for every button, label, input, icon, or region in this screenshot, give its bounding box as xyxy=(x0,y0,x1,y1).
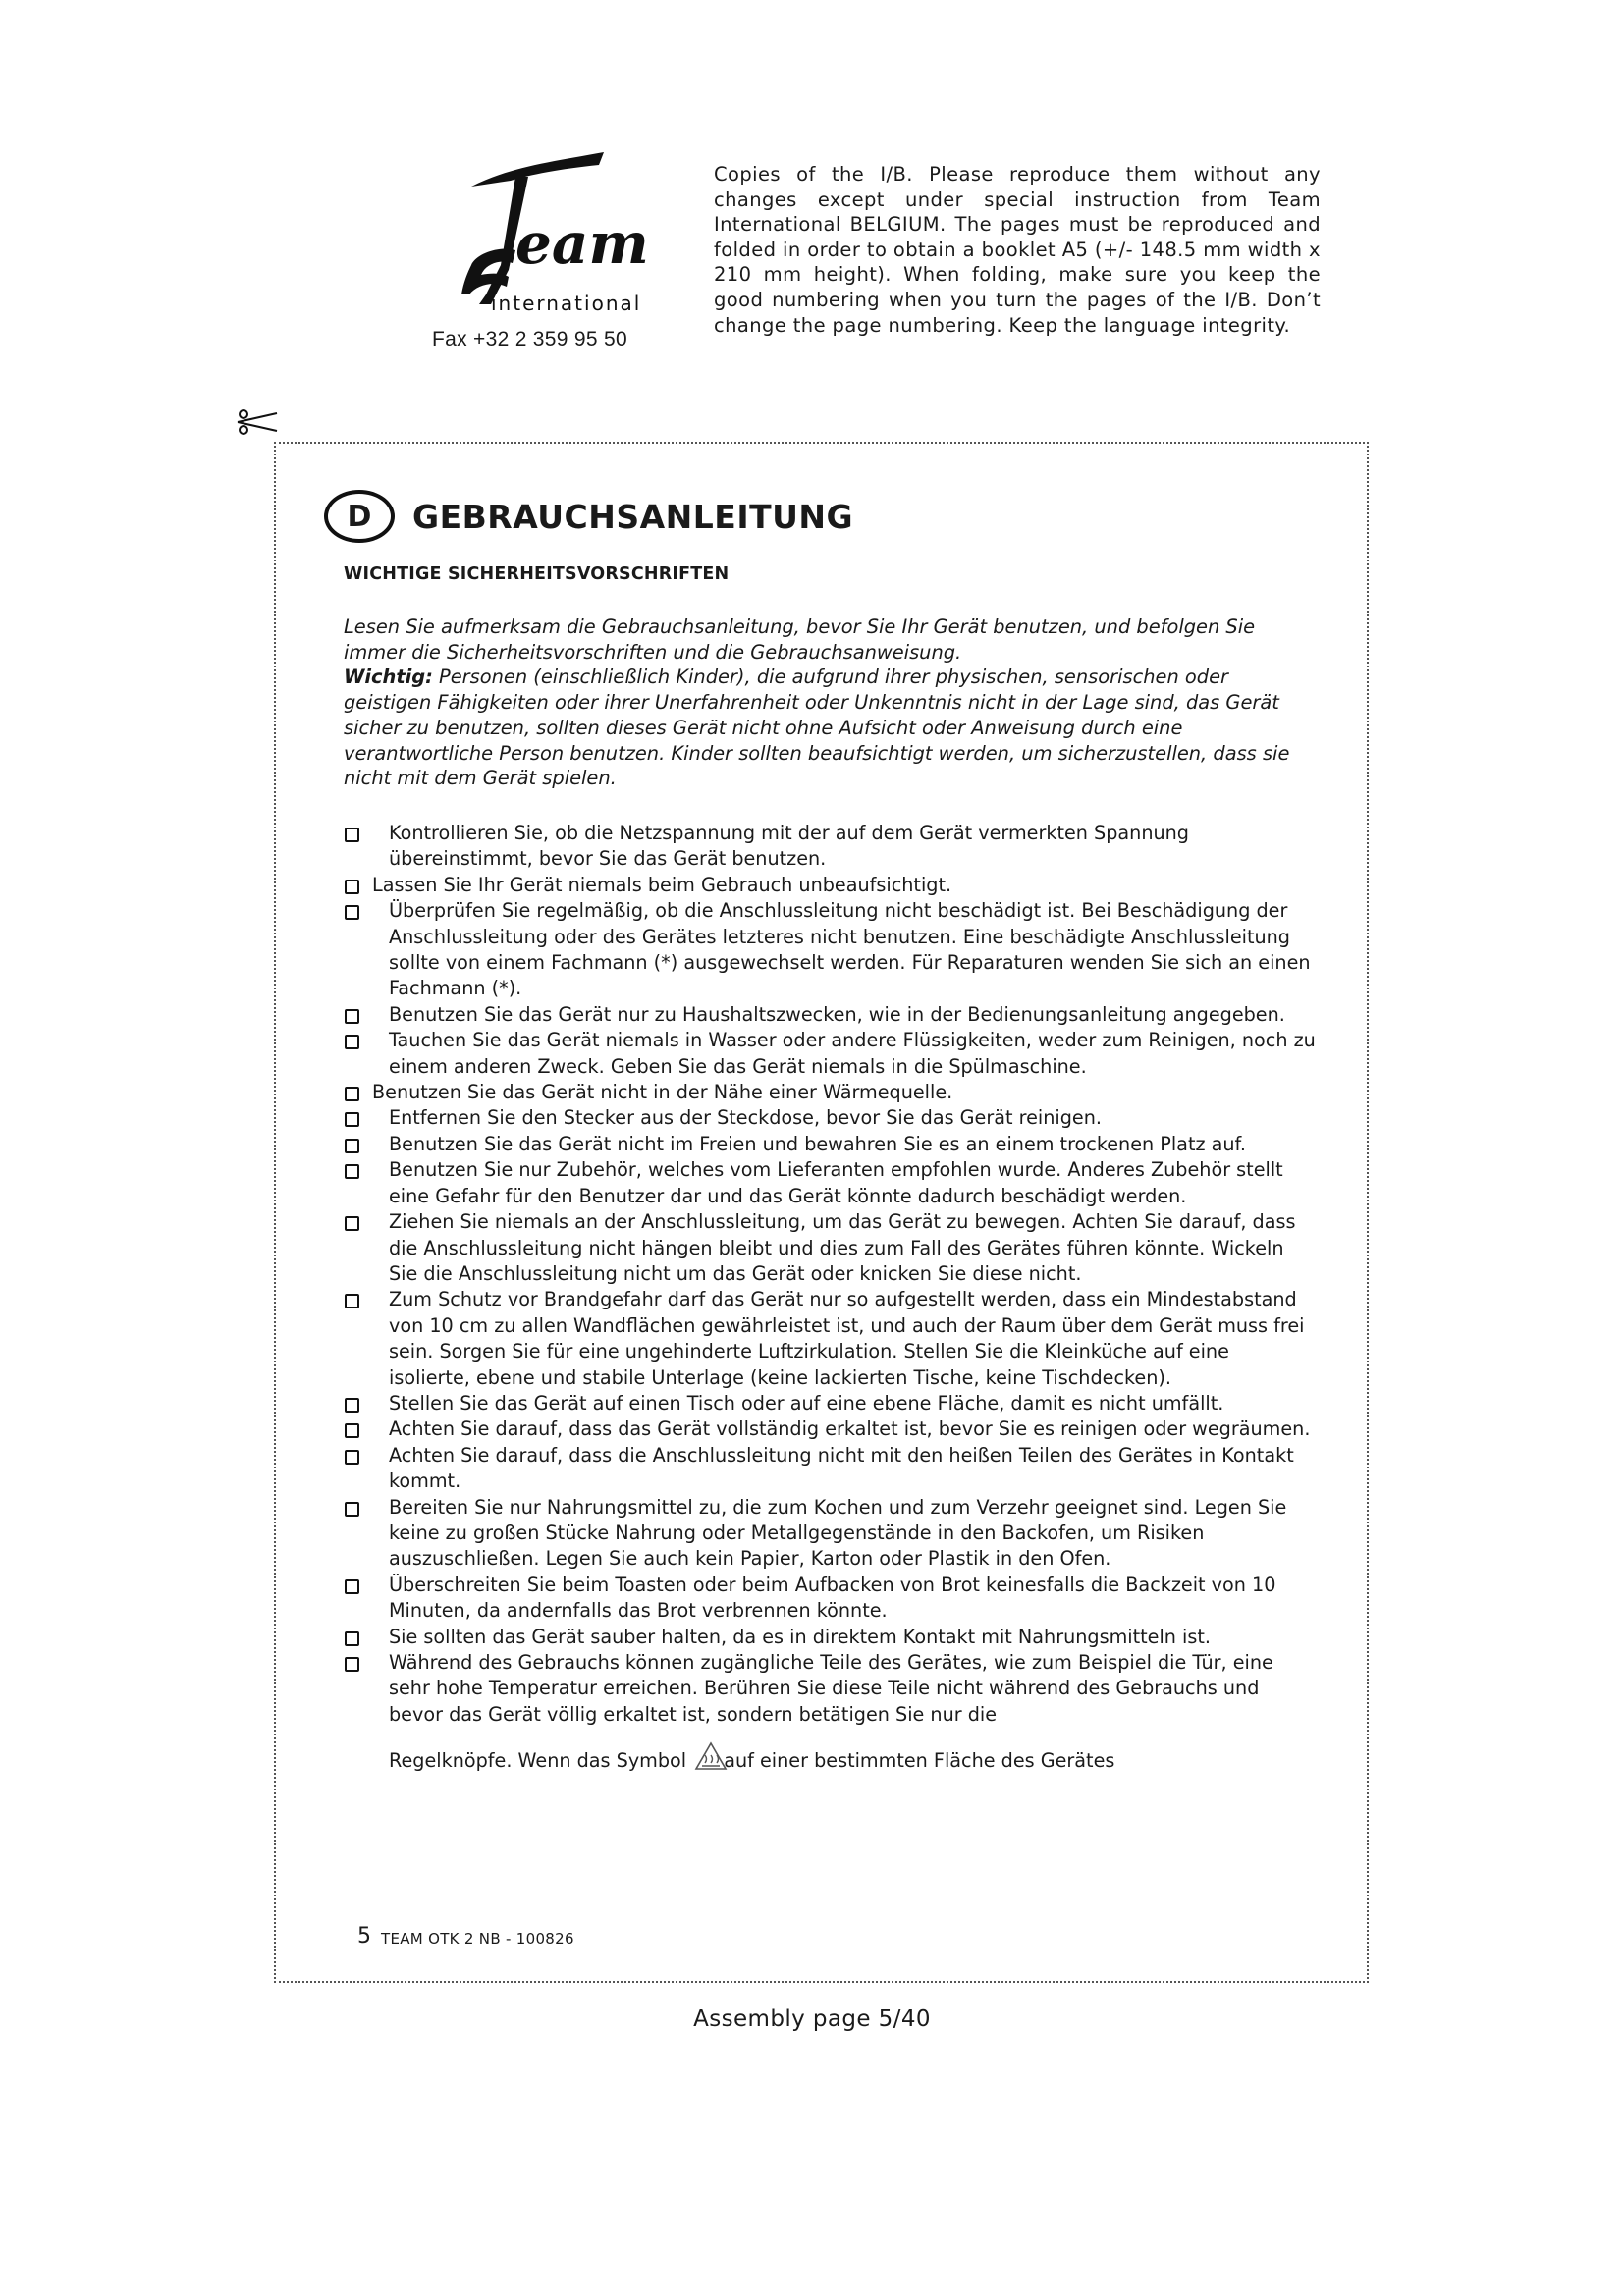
list-item: Lassen Sie Ihr Gerät niemals beim Gebrauch unbeaufsichtigt. xyxy=(344,873,1316,898)
page-number: 5 xyxy=(357,1924,371,1949)
checkbox-bullet-icon xyxy=(345,828,359,842)
fax-number: Fax +32 2 359 95 50 xyxy=(432,328,627,350)
list-item: Kontrollieren Sie, ob die Netzspannung mit der auf dem Gerät vermerkten Spannung übereinstimmt, bevor Sie das Gerät benutzen. xyxy=(344,821,1316,873)
model-code: TEAM OTK 2 NB - 100826 xyxy=(381,1930,574,1948)
list-item: Achten Sie darauf, dass das Gerät vollständig erkaltet ist, bevor Sie es reinigen oder wegräumen. xyxy=(344,1416,1316,1442)
list-item: Benutzen Sie das Gerät nicht in der Nähe einer Wärmequelle. xyxy=(344,1080,1316,1105)
language-badge: D xyxy=(324,490,395,543)
list-item: Sie sollten das Gerät sauber halten, da es in direktem Kontakt mit Nahrungsmitteln ist. xyxy=(344,1625,1316,1650)
assembly-page-label: Assembly page 5/40 xyxy=(693,2006,931,2032)
section-heading: WICHTIGE SICHERHEITSVORSCHRIFTEN xyxy=(344,564,730,584)
manual-title xyxy=(324,487,853,546)
checkbox-bullet-icon xyxy=(345,880,359,894)
checkbox-bullet-icon xyxy=(345,1035,359,1049)
list-item: Stellen Sie das Gerät auf einen Tisch oder auf eine ebene Fläche, damit es nicht umfällt. xyxy=(344,1391,1316,1416)
checkbox-bullet-icon xyxy=(345,1139,359,1153)
page-title: GEBRAUCHSANLEITUNG xyxy=(412,497,854,536)
reproduction-note: Copies of the I/B. Please reproduce them without any changes except under special instruction from Team International BELGIUM. The pages must be reproduced and folded in order to obtain a booklet A5 (+/- 148.5 mm width x 210 mm height). When folding, make sure you keep the good numbering when you turn the pages of the I/B. Don’t change the page numbering. Keep the language integrity. xyxy=(714,163,1321,337)
intro-text xyxy=(344,614,1306,791)
list-item-continued: Regelknöpfe. Wenn das Symbol auf einer bestimmten Fläche des Gerätes xyxy=(344,1741,1316,1774)
team-international-logo xyxy=(432,147,649,315)
list-item: Achten Sie darauf, dass die Anschlussleitung nicht mit den heißen Teilen des Gerätes in Kontakt kommt. xyxy=(344,1443,1316,1495)
safety-list xyxy=(344,821,1316,1775)
list-item: Bereiten Sie nur Nahrungsmittel zu, die zum Kochen und zum Verzehr geeignet sind. Legen Sie keine zu großen Stücke Nahrung oder Metallgegenstände in den Backofen, um Risiken auszuschließen. Legen Sie auch kein Papier, Karton oder Plastik in den Ofen. xyxy=(344,1495,1316,1573)
list-item: Überprüfen Sie regelmäßig, ob die Anschlussleitung nicht beschädigt ist. Bei Beschädigung der Anschlussleitung oder des Gerätes letzteres nicht benutzen. Eine beschädigte Anschlussleitung sollte von einem Fachmann (*) ausgewechselt werden. Für Reparaturen wenden Sie sich an einen Fachmann (*). xyxy=(344,898,1316,1002)
list-item: Überschreiten Sie beim Toasten oder beim Aufbacken von Brot keinesfalls die Backzeit von 10 Minuten, da andernfalls das Brot verbrennen könnte. xyxy=(344,1573,1316,1625)
svg-text:eam: eam xyxy=(515,210,649,277)
checkbox-bullet-icon xyxy=(345,1657,359,1672)
checkbox-bullet-icon xyxy=(345,1423,359,1438)
list-item: Entfernen Sie den Stecker aus der Steckdose, bevor Sie das Gerät reinigen. xyxy=(344,1105,1316,1131)
list-item: Benutzen Sie das Gerät nur zu Haushaltszwecken, wie in der Bedienungsanleitung angegeben. xyxy=(344,1002,1316,1028)
important-label: Wichtig: xyxy=(344,666,433,689)
checkbox-bullet-icon xyxy=(345,1579,359,1594)
scissors-icon xyxy=(236,409,279,435)
list-item: Während des Gebrauchs können zugängliche Teile des Gerätes, wie zum Beispiel die Tür, eine sehr hohe Temperatur erreichen. Berühren Sie diese Teile nicht während des Gebrauchs und bevor das Gerät völlig erkaltet ist, sondern betätigen Sie nur die xyxy=(344,1650,1316,1728)
checkbox-bullet-icon xyxy=(345,1216,359,1231)
list-item: Zum Schutz vor Brandgefahr darf das Gerät nur so aufgestellt werden, dass ein Mindestabstand von 10 cm zu allen Wandflächen gewährleistet ist, und auch der Raum über dem Gerät muss frei sein. Sorgen Sie für eine ungehinderte Luftzirkulation. Stellen Sie die Kleinküche auf eine isolierte, ebene und stabile Unterlage (keine lackierten Tische, keine Tischdecken). xyxy=(344,1287,1316,1391)
checkbox-bullet-icon xyxy=(345,1009,359,1024)
checkbox-bullet-icon xyxy=(345,1502,359,1517)
svg-text:international: international xyxy=(491,292,642,315)
list-item: Tauchen Sie das Gerät niemals in Wasser oder andere Flüssigkeiten, weder zum Reinigen, noch zu einem anderen Zweck. Geben Sie das Gerät niemals in die Spülmaschine. xyxy=(344,1028,1316,1080)
important-paragraph xyxy=(344,665,1306,791)
checkbox-bullet-icon xyxy=(345,1112,359,1127)
list-item: Benutzen Sie nur Zubehör, welches vom Lieferanten empfohlen wurde. Anderes Zubehör stellt eine Gefahr für den Benutzer dar und das Gerät könnte dadurch beschädigt werden. xyxy=(344,1157,1316,1209)
list-item: Ziehen Sie niemals an der Anschlussleitung, um das Gerät zu bewegen. Achten Sie darauf, dass die Anschlussleitung nicht hängen bleibt und dies zum Fall des Gerätes führen könnte. Wickeln Sie die Anschlussleitung nicht um das Gerät oder knicken Sie diese nicht. xyxy=(344,1209,1316,1287)
list-item: Benutzen Sie das Gerät nicht im Freien und bewahren Sie es an einem trockenen Platz auf. xyxy=(344,1132,1316,1157)
checkbox-bullet-icon xyxy=(345,1398,359,1413)
checkbox-bullet-icon xyxy=(345,1450,359,1465)
checkbox-bullet-icon xyxy=(345,1164,359,1179)
checkbox-bullet-icon xyxy=(345,1087,359,1101)
checkbox-bullet-icon xyxy=(345,1294,359,1308)
checkbox-bullet-icon xyxy=(345,1631,359,1646)
checkbox-bullet-icon xyxy=(345,905,359,920)
important-text: Personen (einschließlich Kinder), die aufgrund ihrer physischen, sensorischen oder geistigen Fähigkeiten oder ihrer Unerfahrenheit oder Unkenntnis nicht in der Lage sind, das Gerät sicher zu benutzen, sollten dieses Gerät nicht ohne Aufsicht oder Anweisung durch eine verantwortliche Person benutzen. Kinder sollten beaufsichtigt werden, um sicherzustellen, dass sie nicht mit dem Gerät spielen. xyxy=(344,666,1290,790)
intro-paragraph: Lesen Sie aufmerksam die Gebrauchsanleitung, bevor Sie Ihr Gerät benutzen, und befolgen Sie immer die Sicherheitsvorschriften und die Gebrauchsanweisung. xyxy=(344,615,1256,664)
